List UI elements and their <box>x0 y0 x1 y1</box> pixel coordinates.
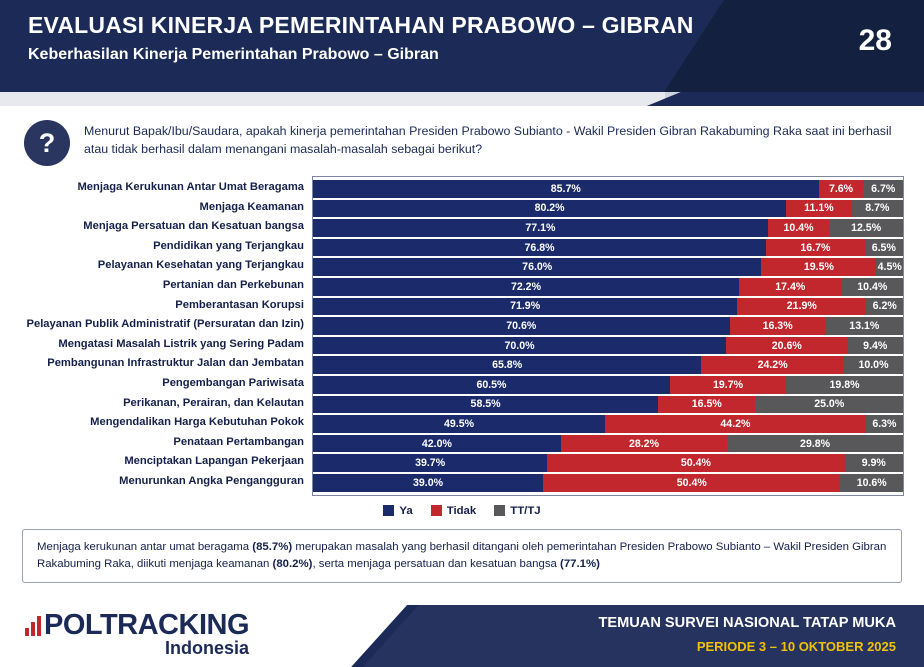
bar-segment-ya <box>313 257 761 277</box>
category-label: Menciptakan Lapangan Pekerjaan <box>124 455 304 468</box>
stacked-bar-chart <box>20 176 904 496</box>
bar-value-label: 76.0% <box>522 261 553 274</box>
chart-row <box>313 473 903 493</box>
category-label: Mengendalikan Harga Kebutuhan Pokok <box>90 416 304 429</box>
bar-segment-ya <box>313 238 766 258</box>
category-label: Pertanian dan Perkebunan <box>162 278 304 291</box>
bar-segment-tidak <box>547 453 844 473</box>
bar-value-label: 70.6% <box>506 319 537 332</box>
header-stripe <box>0 92 924 106</box>
bar-value-label: 7.6% <box>828 182 854 195</box>
legend-item-ya[interactable] <box>383 505 412 517</box>
category-label: Menurunkan Angka Pengangguran <box>119 474 304 487</box>
bar-value-label: 76.8% <box>524 241 555 254</box>
bar-segment-tidak <box>543 473 840 493</box>
bar-segment-tidak <box>658 395 755 415</box>
legend-item-tidak[interactable] <box>431 505 477 517</box>
bar-segment-tidak <box>701 355 844 375</box>
bar-value-label: 6.5% <box>871 241 896 254</box>
bar-segment-tt <box>852 199 903 219</box>
bar-segment-tidak <box>761 257 876 277</box>
bar-segment-ya <box>313 179 819 199</box>
category-label: Menjaga Keamanan <box>199 200 304 213</box>
bar-segment-ya <box>313 199 786 219</box>
chart-row <box>313 218 903 238</box>
bar-value-label: 50.4% <box>680 457 711 470</box>
category-labels <box>20 176 312 492</box>
legend-swatch-ya <box>383 505 394 516</box>
bar-value-label: 77.1% <box>525 221 556 234</box>
bar-value-label: 16.5% <box>691 398 722 411</box>
bar-value-label: 85.7% <box>550 182 581 195</box>
legend-label: TT/TJ <box>510 504 541 517</box>
category-label: Menjaga Persatuan dan Kesatuan bangsa <box>83 220 304 233</box>
bar-value-label: 10.4% <box>783 221 814 234</box>
bar-segment-tidak <box>605 414 866 434</box>
bar-segment-ya <box>313 395 658 415</box>
bar-segment-tt <box>866 297 903 317</box>
question-block <box>0 106 924 170</box>
bar-value-label: 39.7% <box>415 457 446 470</box>
bar-value-label: 21.9% <box>786 300 817 313</box>
bar-value-label: 13.1% <box>849 319 880 332</box>
bar-value-label: 9.9% <box>861 457 886 470</box>
bar-value-label: 17.4% <box>775 280 806 293</box>
bar-value-label: 70.0% <box>504 339 535 352</box>
bar-chart-icon <box>25 616 41 636</box>
bar-segment-ya <box>313 453 547 473</box>
chart-row <box>313 395 903 415</box>
conclusion-value-3: (77.1%) <box>560 557 600 570</box>
category-label: Penataan Pertambangan <box>173 435 304 448</box>
bar-value-label: 28.2% <box>628 437 659 450</box>
bar-value-label: 50.4% <box>676 476 707 489</box>
header-stripe-right <box>647 92 924 106</box>
survey-title: TEMUAN SURVEI NASIONAL TATAP MUKA <box>598 615 896 631</box>
question-text: Menurut Bapak/Ibu/Saudara, apakah kinerja pemerintahan Presiden Prabowo Subianto - Wakil Presiden Gibran Rakabuming Raka saat ini berhasil atau tidak berhasil dalam menangani masalah-masalah sebagai berikut? <box>84 124 892 156</box>
bar-value-label: 11.1% <box>804 202 834 215</box>
question-mark-icon: ? <box>24 120 70 166</box>
category-label: Menjaga Kerukunan Antar Umat Beragama <box>77 181 304 193</box>
bar-value-label: 71.9% <box>510 300 541 313</box>
bars-panel <box>312 176 904 496</box>
bar-value-label: 42.0% <box>421 437 452 450</box>
bar-segment-ya <box>313 336 726 356</box>
conclusion-value-1: (85.7%) <box>252 540 293 553</box>
bar-segment-ya <box>313 218 768 238</box>
category-label: Mengatasi Masalah Listrik yang Sering Padam <box>58 337 304 350</box>
chart-row <box>313 316 903 336</box>
bar-segment-tt <box>863 179 903 199</box>
conclusion-text-e: , serta menjaga persatuan dan kesatuan bangsa <box>312 557 561 570</box>
bar-value-label: 9.4% <box>863 339 888 352</box>
bar-value-label: 6.2% <box>872 300 897 313</box>
category-label: Pengembangan Pariwisata <box>162 376 304 389</box>
bar-segment-ya <box>313 473 543 493</box>
category-label: Pendidikan yang Terjangkau <box>153 239 304 252</box>
bar-value-label: 24.2% <box>757 359 788 372</box>
bar-value-label: 49.5% <box>444 417 475 430</box>
category-label: Pemberantasan Korupsi <box>175 298 304 311</box>
bar-segment-tidak <box>726 336 848 356</box>
bar-segment-ya <box>313 316 730 336</box>
bar-segment-tt <box>844 355 903 375</box>
bar-value-label: 65.8% <box>492 359 523 372</box>
bar-segment-tidak <box>670 375 786 395</box>
bar-value-label: 16.3% <box>762 319 793 332</box>
bar-value-label: 12.5% <box>851 221 882 234</box>
bar-segment-tidak <box>737 297 866 317</box>
chart-row <box>313 277 903 297</box>
bar-value-label: 19.5% <box>803 261 834 274</box>
brand-subtitle: Indonesia <box>165 638 250 658</box>
bar-value-label: 72.2% <box>510 280 541 293</box>
slide-footer <box>0 605 924 667</box>
bar-value-label: 6.7% <box>871 182 896 195</box>
bar-segment-tt <box>755 395 903 415</box>
category-label: Perikanan, Perairan, dan Kelautan <box>123 396 304 409</box>
bar-segment-tt <box>845 453 903 473</box>
bar-value-label: 10.0% <box>858 359 889 372</box>
conclusion-box <box>22 529 902 583</box>
category-label: Pembangunan Infrastruktur Jalan dan Jembatan <box>47 357 304 370</box>
bar-value-label: 25.0% <box>814 398 845 411</box>
bar-segment-ya <box>313 297 737 317</box>
brand-logo <box>24 609 249 659</box>
conclusion-text-a: Menjaga kerukunan antar umat beragama <box>37 540 253 553</box>
chart-row <box>313 375 903 395</box>
bar-segment-tidak <box>819 179 864 199</box>
bar-value-label: 44.2% <box>720 417 751 430</box>
legend-item-tt[interactable] <box>494 505 540 517</box>
bar-segment-tt <box>727 434 903 454</box>
bar-value-label: 20.6% <box>771 339 802 352</box>
bar-segment-tidak <box>766 238 865 258</box>
conclusion-value-2: (80.2%) <box>272 557 313 570</box>
bar-segment-tt <box>848 336 903 356</box>
bar-segment-ya <box>313 414 605 434</box>
chart-row <box>313 453 903 473</box>
bar-segment-tt <box>866 414 903 434</box>
category-label: Pelayanan Publik Administratif (Persuratan dan Izin) <box>26 318 304 331</box>
chart-row <box>313 179 903 199</box>
legend-label: Tidak <box>446 504 477 517</box>
bar-value-label: 39.0% <box>413 476 444 489</box>
legend-swatch-tt <box>494 505 505 516</box>
legend-label: Ya <box>399 504 413 517</box>
bar-value-label: 29.8% <box>800 437 831 450</box>
bar-segment-tidak <box>786 199 851 219</box>
bar-segment-tidak <box>730 316 826 336</box>
bar-value-label: 19.8% <box>829 378 860 391</box>
bar-segment-ya <box>313 375 670 395</box>
bar-segment-ya <box>313 434 561 454</box>
chart-row <box>313 257 903 277</box>
page-subtitle: Keberhasilan Kinerja Pemerintahan Prabowo – Gibran <box>28 46 439 63</box>
bar-value-label: 10.6% <box>856 476 887 489</box>
survey-period: PERIODE 3 – 10 OKTOBER 2025 <box>696 639 896 654</box>
bar-value-label: 19.7% <box>713 378 744 391</box>
bar-segment-ya <box>313 277 739 297</box>
bar-segment-ya <box>313 355 701 375</box>
chart-legend <box>0 505 924 517</box>
bar-segment-tidak <box>768 218 829 238</box>
chart-row <box>313 434 903 454</box>
bar-value-label: 16.7% <box>800 241 831 254</box>
legend-swatch-tidak <box>431 505 442 516</box>
header-stripe-left <box>0 92 665 106</box>
bar-value-label: 10.4% <box>857 280 888 293</box>
bar-value-label: 6.3% <box>872 417 897 430</box>
bar-value-label: 8.7% <box>865 202 890 215</box>
bar-value-label: 58.5% <box>470 398 501 411</box>
chart-row <box>313 336 903 356</box>
chart-row <box>313 199 903 219</box>
bar-segment-tt <box>876 257 903 277</box>
bar-segment-tt <box>826 316 903 336</box>
chart-row <box>313 414 903 434</box>
bar-segment-tt <box>786 375 903 395</box>
bar-value-label: 4.5% <box>877 261 902 274</box>
bar-value-label: 80.2% <box>534 202 565 215</box>
chart-row <box>313 355 903 375</box>
chart-row <box>313 238 903 258</box>
page-number: 28 <box>858 24 892 57</box>
brand-name: POLTRACKING <box>44 609 250 641</box>
bar-value-label: 60.5% <box>476 378 507 391</box>
conclusion-text-c: merupakan masalah yang berhasil ditangani oleh pemerintahan Presiden Prabowo Subianto – Wakil Presiden Gibran Rakabuming Raka, diikuti menjaga keamanan <box>37 540 887 570</box>
category-label: Pelayanan Kesehatan yang Terjangkau <box>97 259 304 272</box>
chart-row <box>313 297 903 317</box>
page-title: EVALUASI KINERJA PEMERINTAHAN PRABOWO – GIBRAN <box>28 12 694 38</box>
slide-header <box>0 0 924 92</box>
bar-segment-tt <box>842 277 903 297</box>
bar-segment-tt <box>829 218 903 238</box>
bar-segment-tt <box>865 238 903 258</box>
bar-segment-tidak <box>739 277 842 297</box>
bar-segment-tt <box>840 473 903 493</box>
bar-segment-tidak <box>561 434 727 454</box>
